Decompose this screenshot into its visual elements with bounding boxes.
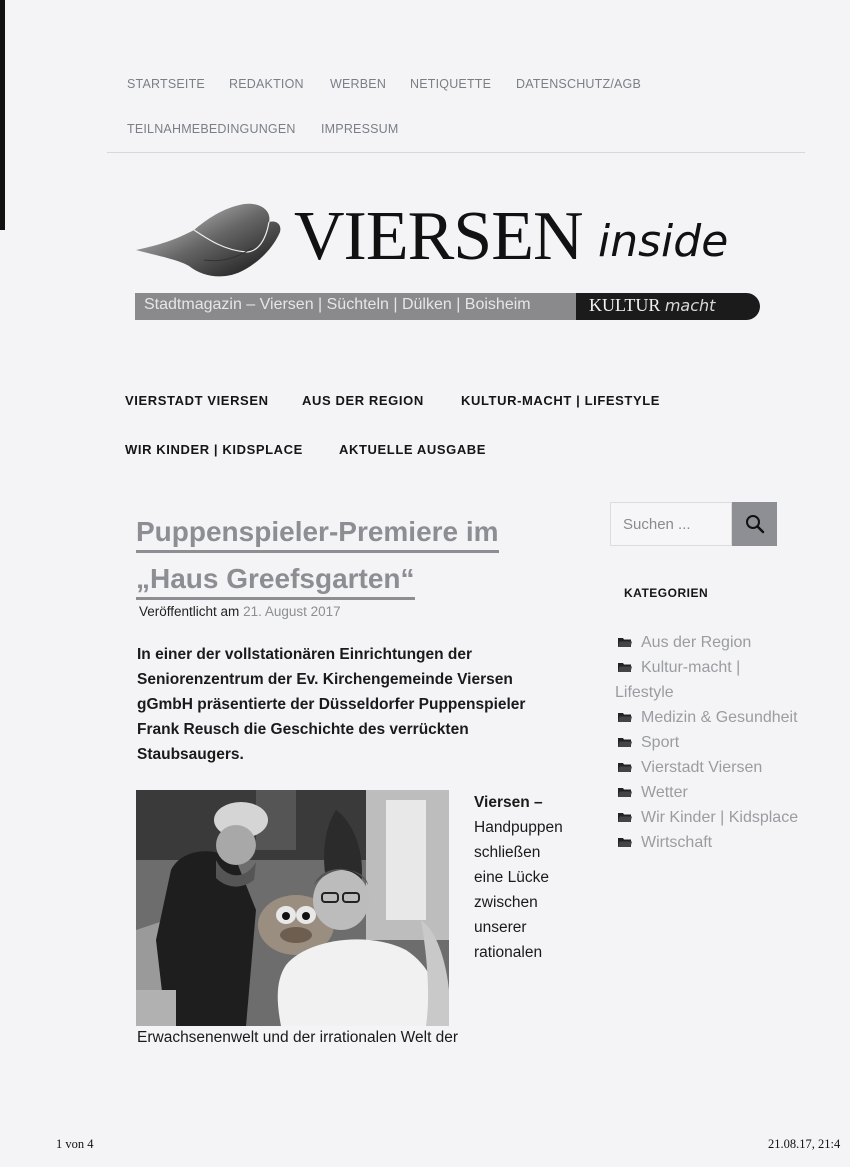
logo-macht-word: macht [664, 296, 716, 315]
published-label: Veröffentlicht am [139, 604, 240, 619]
category-label: Sport [641, 734, 680, 751]
folder-icon [618, 780, 632, 790]
category-label: Wir Kinder | Kidsplace [641, 809, 799, 826]
article-title-line-1: Puppenspieler-Premiere im [136, 514, 499, 553]
scan-edge [0, 0, 5, 230]
print-datetime: 21.08.17, 21:4 [768, 1137, 841, 1151]
category-item[interactable] [615, 805, 800, 830]
logo-kultur-badge [576, 293, 760, 320]
topnav-divider [107, 152, 805, 153]
rose-petal-icon [134, 200, 284, 282]
folder-icon [618, 755, 632, 765]
topnav-datenschutz[interactable]: DATENSCHUTZ/AGB [516, 77, 641, 91]
print-page-number: 1 von 4 [56, 1137, 94, 1151]
topnav-teilnahmebedingungen[interactable]: TEILNAHMEBEDINGUNGEN [127, 122, 296, 136]
logo-wordmark-inside: inside [598, 216, 729, 267]
category-item[interactable] [615, 830, 800, 855]
topnav-werben[interactable]: WERBEN [330, 77, 387, 91]
topnav-redaktion[interactable]: REDAKTION [229, 77, 304, 91]
category-label: Wetter [641, 784, 688, 801]
folder-icon [618, 730, 632, 740]
side-text-line-6: unserer [474, 919, 527, 936]
category-item[interactable] [615, 705, 800, 730]
categories-heading: KATEGORIEN [624, 586, 709, 600]
article-title [136, 508, 516, 602]
search-form [610, 502, 777, 546]
folder-icon [618, 655, 632, 665]
mainnav-wir-kinder-kidsplace[interactable]: WIR KINDER | KIDSPLACE [125, 442, 303, 457]
side-text-line-2: Handpuppen [474, 819, 563, 836]
category-item[interactable] [615, 780, 800, 805]
topnav-startseite[interactable]: STARTSEITE [127, 77, 205, 91]
article-meta [139, 604, 341, 619]
mainnav-aktuelle-ausgabe[interactable]: AKTUELLE AUSGABE [339, 442, 487, 457]
site-logo[interactable] [134, 196, 764, 326]
published-date-link[interactable]: 21. August 2017 [243, 604, 341, 619]
search-input[interactable] [610, 502, 732, 546]
topnav-netiquette[interactable]: NETIQUETTE [410, 77, 492, 91]
folder-icon [618, 830, 632, 840]
article-photo [136, 790, 449, 1026]
folder-icon [618, 630, 632, 640]
category-label: Wirtschaft [641, 834, 713, 851]
article-body-line: Erwachsenenwelt und der irrationalen Welt der [137, 1029, 459, 1046]
category-label: Aus der Region [641, 634, 752, 651]
mainnav-vierstadt-viersen[interactable]: VIERSTADT VIERSEN [125, 393, 269, 408]
puppeteer-photo-icon [136, 790, 449, 1026]
category-item[interactable] [615, 755, 800, 780]
folder-icon [618, 705, 632, 715]
side-text-line-5: zwischen [474, 894, 538, 911]
topnav-impressum[interactable]: IMPRESSUM [321, 122, 399, 136]
article-title-line-2: „Haus Greefsgarten“ [136, 561, 415, 600]
category-item[interactable] [615, 730, 800, 755]
folder-icon [618, 805, 632, 815]
side-text-line-1: Viersen – [474, 794, 543, 811]
side-text-line-7: rationalen [474, 944, 543, 961]
article-lead: In einer der vollstationären Einrichtungen der Seniorenzentrum der Ev. Kirchengemeinde Viersen gGmbH präsentierte der Düsseldorfer Puppenspieler Frank Reusch die Geschichte des verrückten Staubsaugers. [137, 646, 526, 763]
mainnav-aus-der-region[interactable]: AUS DER REGION [302, 393, 424, 408]
logo-kultur-text [589, 295, 715, 316]
category-item[interactable] [615, 655, 800, 705]
mainnav-kultur-macht-lifestyle[interactable]: KULTUR-MACHT | LIFESTYLE [461, 393, 661, 408]
side-text-line-4: eine Lücke [474, 869, 549, 886]
category-label: Vierstadt Viersen [641, 759, 763, 776]
category-label: Kultur-macht | Lifestyle [615, 659, 741, 701]
search-icon [745, 514, 765, 534]
logo-wordmark-viersen: VIERSEN [294, 198, 583, 275]
article-side-text [474, 790, 584, 965]
category-item[interactable] [615, 630, 800, 655]
logo-tagline-bar [135, 293, 760, 320]
side-text-line-3: schließen [474, 844, 541, 861]
logo-tagline: Stadtmagazin – Viersen | Süchteln | Dülken | Boisheim [144, 296, 531, 313]
category-list [615, 630, 800, 855]
logo-kultur-word: KULTUR [589, 295, 661, 315]
search-button[interactable] [732, 502, 777, 546]
category-label: Medizin & Gesundheit [641, 709, 798, 726]
